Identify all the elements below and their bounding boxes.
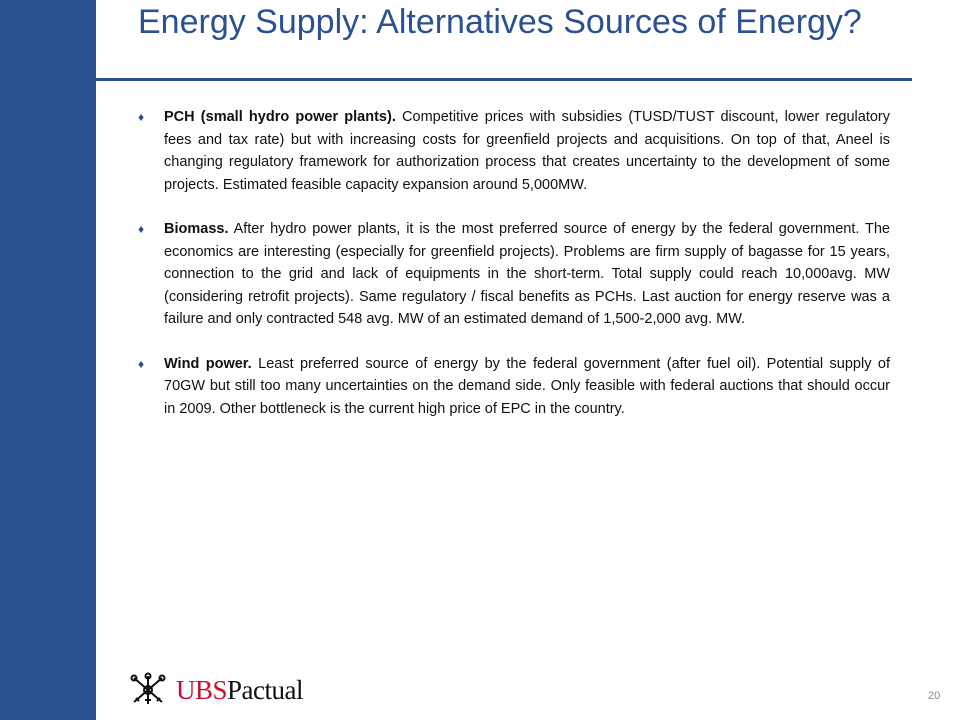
- bullet-lead: PCH (small hydro power plants).: [164, 109, 396, 125]
- bullet-list: [138, 106, 890, 442]
- left-sidebar-band: [0, 0, 96, 720]
- ubs-pactual-logo: [128, 670, 303, 710]
- bullet-item-wind: [138, 353, 890, 421]
- logo-ubs-text: UBS: [176, 675, 228, 705]
- three-keys-icon: [128, 672, 168, 708]
- bullet-text: Least preferred source of energy by the federal government (after fuel oil). Potential supply of 70GW but still too many uncertainties on the demand side. Only feasible with federal auctions that should occur in 2009. Other bottleneck is the current high price of EPC in the country.: [164, 355, 890, 417]
- diamond-bullet-icon: ♦: [138, 356, 145, 371]
- title-underline: [34, 78, 912, 81]
- slide-title: Energy Supply: Alternatives Sources of Energy?: [138, 3, 862, 41]
- bullet-item-pch: [138, 106, 890, 196]
- bullet-text: Competitive prices with subsidies (TUSD/TUST discount, lower regulatory fees and tax rate) but with increasing costs for greenfield projects and acquisitions. On top of that, Aneel is changing regulatory framework for authorization process that creates uncertainty to the development of some projects. Estimated feasible capacity expansion around 5,000MW.: [164, 109, 891, 193]
- bullet-text: After hydro power plants, it is the most preferred source of energy by the federal government. The economics are interesting (especially for greenfield projects). Problems are firm supply of bagasse for 15 years, connection to the grid and lack of equipments in the short-term. Total supply could reach 10,000avg. MW (considering retrofit projects). Same regulatory / fiscal benefits as PCHs. Last auction for energy reserve was a failure and only contracted 548 avg. MW of an estimated demand of 1,500-2,000 avg. MW.: [164, 221, 890, 327]
- bullet-lead: Biomass.: [164, 221, 229, 237]
- bullet-lead: Wind power.: [164, 355, 252, 372]
- page-number: 20: [928, 690, 941, 702]
- diamond-bullet-icon: ♦: [138, 110, 145, 124]
- bullet-item-biomass: [138, 218, 890, 331]
- diamond-bullet-icon: ♦: [138, 222, 145, 236]
- logo-wordmark: [176, 672, 303, 708]
- logo-pactual-text: Pactual: [227, 675, 304, 705]
